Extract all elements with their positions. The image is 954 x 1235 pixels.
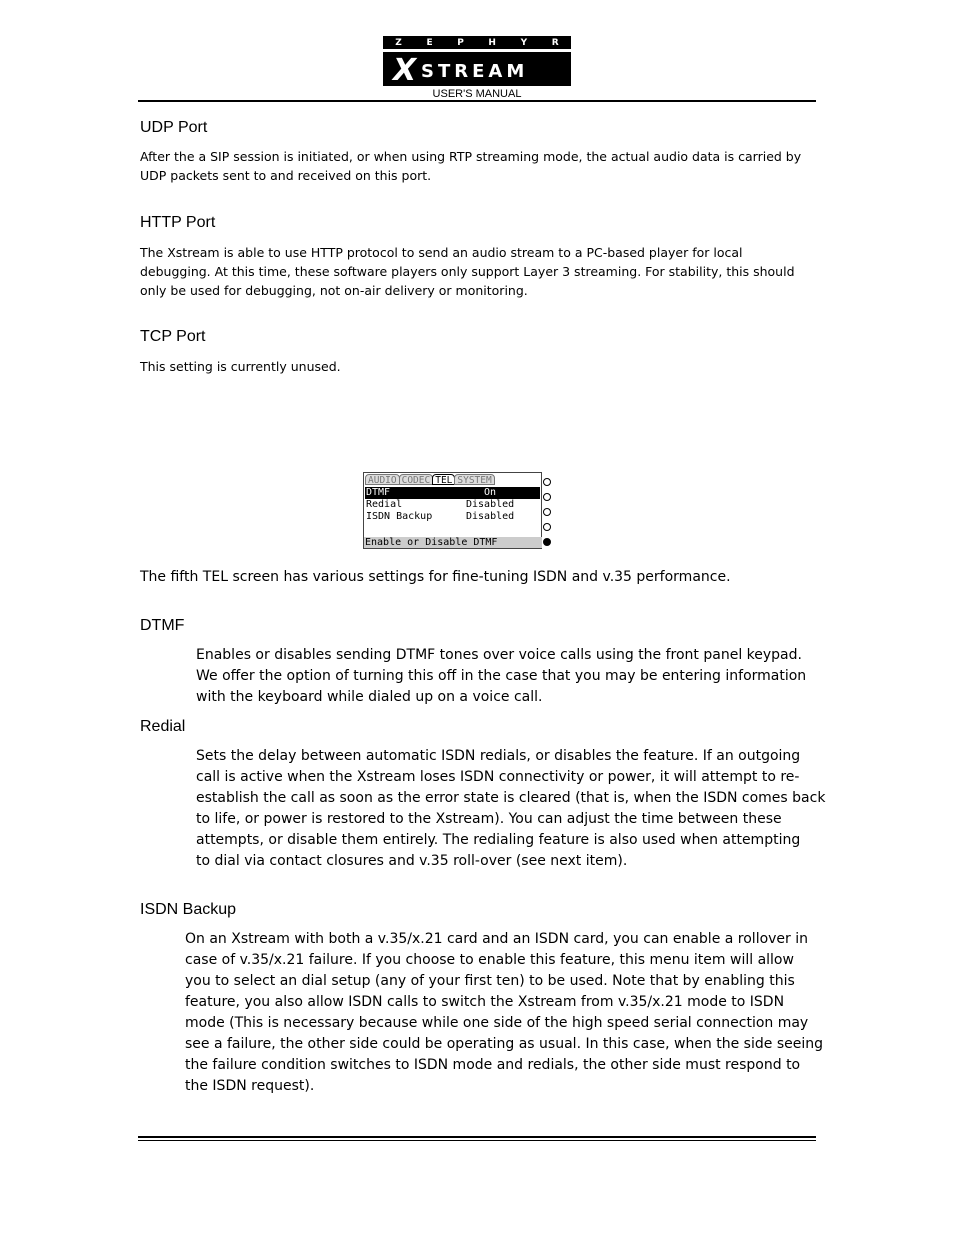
softkey-dot-icon (543, 538, 551, 546)
text-line: mode (This is necessary because while one side of the high speed serial connection may (185, 1015, 809, 1031)
logo-letter: R (551, 37, 559, 48)
logo-letter: H (488, 37, 496, 48)
lcd-row-label: ISDN Backup (366, 511, 433, 522)
lcd-display (363, 472, 542, 549)
lcd-row-isdn-backup (365, 511, 540, 523)
text-line: to life, or power is restored to the Xstream). You can adjust the time between these (196, 811, 782, 827)
text-line: case of v.35/x.21 failure. If you choose to enable this feature, this menu item will allow (185, 952, 794, 968)
text-line: On an Xstream with both a v.35/x.21 card and an ISDN card, you can enable a rollover in (185, 931, 809, 947)
lcd-row-redial (365, 499, 540, 511)
text-line: feature, you also allow ISDN calls to switch the Xstream from v.35/x.21 mode to ISDN (185, 994, 785, 1010)
lcd-tabs (365, 474, 494, 485)
logo-letter: Y (520, 37, 528, 48)
text-line: only be used for debugging, not on-air delivery or monitoring. (140, 283, 528, 298)
logo-letter: E (426, 37, 433, 48)
softkey-dot-icon (543, 523, 551, 531)
udp-port-heading: UDP Port (140, 119, 208, 136)
logo-xstream-bar (383, 52, 571, 86)
footer-rule (138, 1136, 816, 1138)
http-port-paragraph (140, 243, 820, 300)
text-line: Sets the delay between automatic ISDN redials, or disables the feature. If an outgoing (196, 748, 801, 764)
text-line: you to select an dial setup (any of your first ten) to be used. Note that by enabling this (185, 973, 795, 989)
lcd-tab-tel: TEL (432, 474, 455, 485)
logo-stream: STREAM (421, 61, 529, 82)
lcd-caption: The fifth TEL screen has various settings for fine-tuning ISDN and v.35 performance. (140, 569, 731, 585)
redial-paragraph (196, 746, 826, 872)
lcd-row-value: On (484, 487, 497, 498)
logo-letter: P (457, 37, 464, 48)
lcd-status-line: Enable or Disable DTMF (364, 537, 542, 548)
lcd-tab-codec: CODEC (399, 474, 434, 485)
dtmf-heading: DTMF (140, 617, 185, 634)
lcd-softkey-indicators (543, 478, 552, 553)
softkey-dot-icon (543, 493, 551, 501)
manual-label: USER'S MANUAL (432, 88, 522, 100)
lcd-tab-system: SYSTEM (454, 474, 494, 485)
tel-lcd-screen (363, 472, 552, 549)
dtmf-paragraph (196, 645, 826, 708)
logo-zephyr-bar (383, 36, 571, 49)
text-line: debugging. At this time, these software players only support Layer 3 streaming. For stability, this should (140, 264, 795, 279)
text-line: We offer the option of turning this off in the case that you may be entering information (196, 668, 807, 684)
text-line: After the a SIP session is initiated, or when using RTP streaming mode, the actual audio data is carried by (140, 149, 802, 164)
lcd-row-dtmf (365, 487, 540, 499)
softkey-dot-icon (543, 508, 551, 516)
lcd-row-value: Disabled (466, 511, 515, 522)
logo-letter: Z (395, 37, 402, 48)
footer-rule-thin (138, 1140, 816, 1141)
text-line: call is active when the Xstream loses ISDN connectivity or power, it will attempt to re- (196, 769, 800, 785)
isdn-backup-heading: ISDN Backup (140, 901, 237, 918)
http-port-heading: HTTP Port (140, 214, 216, 231)
text-line: see a failure, the other side could be operating as usual. In this case, when the side seeing (185, 1036, 823, 1052)
lcd-row-label: DTMF (366, 487, 391, 498)
text-line: the failure condition switches to ISDN mode and redials, the other side must respond to (185, 1057, 801, 1073)
zephyr-xstream-logo (383, 36, 571, 86)
isdn-backup-paragraph (185, 929, 825, 1097)
text-line: UDP packets sent to and received on this port. (140, 168, 432, 183)
redial-heading: Redial (140, 718, 186, 735)
text-line: attempts, or disable them entirely. The redialing feature is also used when attempting (196, 832, 801, 848)
text-line: the ISDN request). (185, 1078, 315, 1094)
header-rule (138, 100, 816, 102)
text-line: The Xstream is able to use HTTP protocol to send an audio stream to a PC-based player for local (140, 245, 743, 260)
tcp-port-heading: TCP Port (140, 328, 206, 345)
lcd-row-label: Redial (366, 499, 403, 510)
text-line: This setting is currently unused. (140, 359, 341, 374)
text-line: Enables or disables sending DTMF tones over voice calls using the front panel keypad. (196, 647, 802, 663)
text-line: with the keyboard while dialed up on a voice call. (196, 689, 543, 705)
text-line: establish the call as soon as the error state is cleared (that is, when the ISDN comes back (196, 790, 826, 806)
softkey-dot-icon (543, 478, 551, 486)
tcp-port-paragraph (140, 357, 820, 376)
lcd-tab-audio: AUDIO (365, 474, 400, 485)
udp-port-paragraph (140, 147, 820, 185)
logo-x: X (393, 53, 417, 88)
lcd-row-value: Disabled (466, 499, 515, 510)
text-line: to dial via contact closures and v.35 roll-over (see next item). (196, 853, 628, 869)
